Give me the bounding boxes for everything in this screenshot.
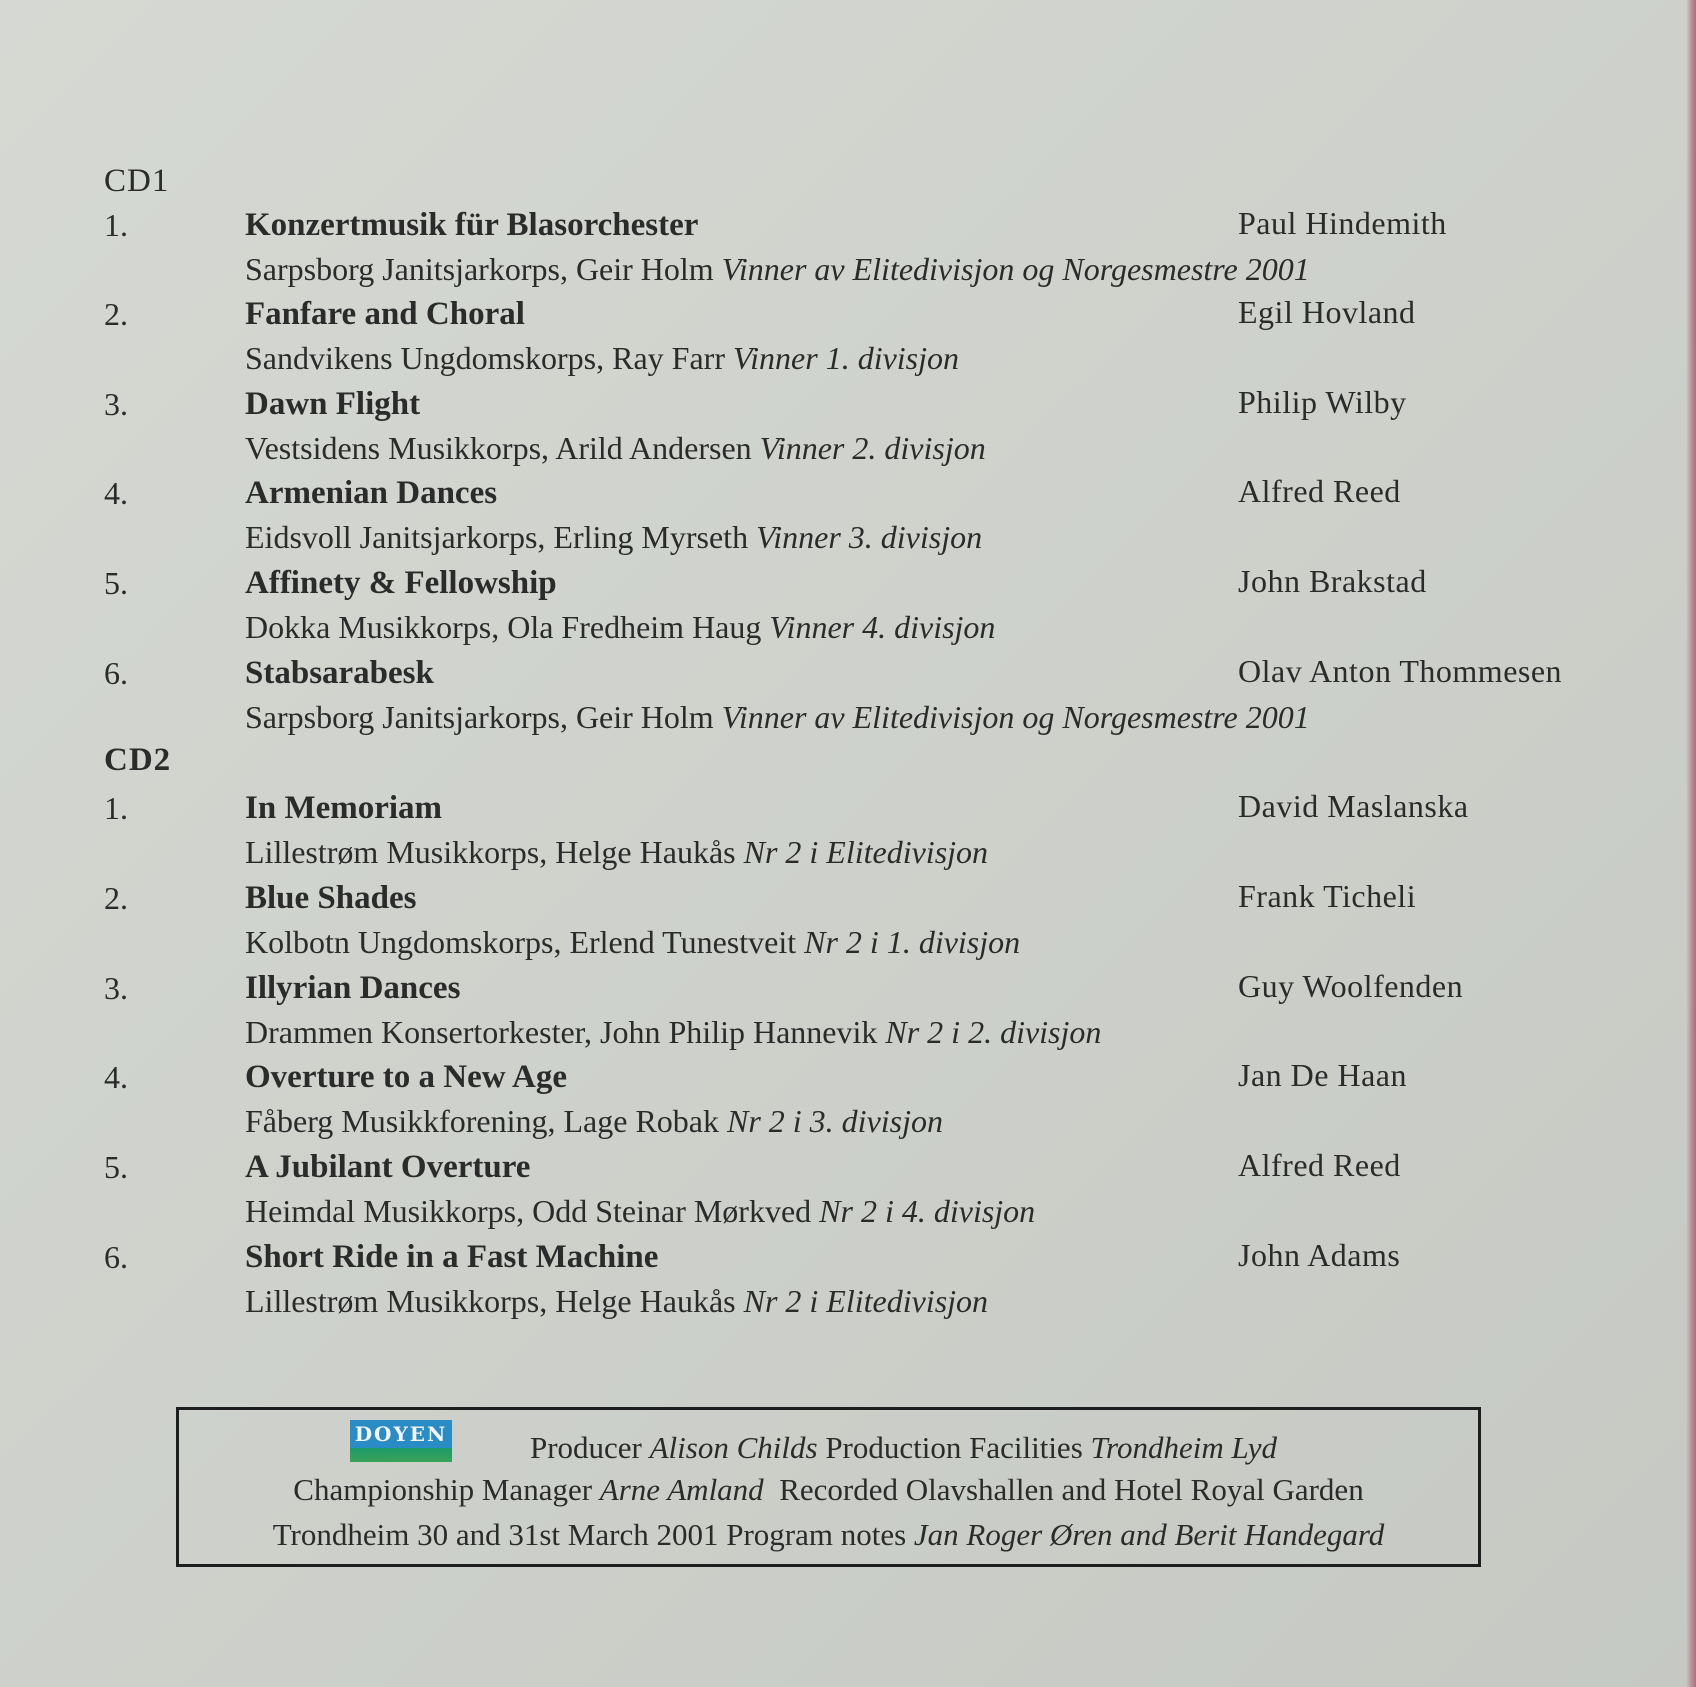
track-composer: John Brakstad [1238,563,1427,599]
recorded-venue: Recorded Olavshallen and Hotel Royal Garden [779,1472,1364,1507]
date-notes-label: Trondheim 30 and 31st March 2001 Program notes [272,1517,907,1552]
manager-label: Championship Manager [293,1472,593,1507]
track-number: 1. [104,207,128,243]
track-award: Nr 2 i 2. divisjon [885,1014,1102,1050]
track-performer: Vestsidens Musikkorps, Arild Andersen [245,430,752,466]
track-performer-line [245,251,1310,288]
track-composer: Philip Wilby [1238,384,1407,420]
track-title: Affinety & Fellowship [245,565,557,601]
producer-name: Alison Childs [649,1430,818,1465]
track-performer-line [245,834,988,871]
track-title: Blue Shades [245,880,417,916]
track-performer: Heimdal Musikkorps, Odd Steinar Mørkved [245,1193,812,1229]
track-award: Nr 2 i Elitedivisjon [743,834,989,870]
track-number: 5. [104,565,128,601]
track-award: Nr 2 i 1. divisjon [804,924,1021,960]
credits-line-notes [179,1517,1478,1553]
track-performer-line [245,1014,1101,1051]
track-award: Nr 2 i Elitedivisjon [743,1283,989,1319]
track-performer: Dokka Musikkorps, Ola Fredheim Haug [245,609,762,645]
track-title: Stabsarabesk [245,655,434,691]
track-performer: Sarpsborg Janitsjarkorps, Geir Holm [245,251,714,287]
track-number: 6. [104,655,128,691]
track-title: Konzertmusik für Blasorchester [245,207,699,243]
page-edge [1686,0,1696,1687]
track-title: Fanfare and Choral [245,296,525,332]
track-number: 2. [104,296,128,332]
track-performer-line [245,924,1020,961]
track-composer: Frank Ticheli [1238,878,1417,914]
track-number: 4. [104,475,128,511]
doyen-logo-text: DOYEN [350,1420,452,1448]
track-composer: Guy Woolfenden [1238,968,1464,1004]
track-number: 3. [104,386,128,422]
track-title: Short Ride in a Fast Machine [245,1239,659,1275]
facilities-label: Production Facilities [825,1430,1083,1465]
facilities-name: Trondheim Lyd [1090,1430,1278,1465]
track-title: A Jubilant Overture [245,1149,531,1185]
track-performer-line [245,699,1310,736]
track-number: 6. [104,1239,128,1275]
track-performer: Eidsvoll Janitsjarkorps, Erling Myrseth [245,519,749,555]
cd2-label: CD2 [104,742,172,778]
track-award: Vinner av Elitedivisjon og Norgesmestre 2001 [721,699,1310,735]
cd1-label: CD1 [104,163,170,199]
track-award: Vinner av Elitedivisjon og Norgesmestre 2001 [721,251,1310,287]
manager-name: Arne Amland [599,1472,764,1507]
track-award: Vinner 4. divisjon [769,609,996,645]
track-composer: Paul Hindemith [1238,205,1447,241]
credits-box [176,1407,1481,1567]
track-composer: Alfred Reed [1238,473,1401,509]
track-performer: Lillestrøm Musikkorps, Helge Haukås [245,1283,736,1319]
track-title: Overture to a New Age [245,1059,567,1095]
track-composer: Jan De Haan [1238,1057,1407,1093]
track-composer: Egil Hovland [1238,294,1416,330]
track-number: 3. [104,970,128,1006]
track-title: In Memoriam [245,790,443,826]
track-performer: Sandvikens Ungdomskorps, Ray Farr [245,340,725,376]
credits-line-manager [179,1472,1478,1508]
track-performer-line [245,1193,1035,1230]
notes-authors: Jan Roger Øren and Berit Handegard [913,1517,1385,1552]
track-title: Armenian Dances [245,475,498,511]
track-title: Dawn Flight [245,386,421,422]
track-award: Nr 2 i 3. divisjon [726,1103,943,1139]
credits-line-producer [179,1430,1478,1466]
track-performer-line [245,1283,988,1320]
track-performer-line [245,609,995,646]
track-number: 5. [104,1149,128,1185]
track-award: Nr 2 i 4. divisjon [819,1193,1036,1229]
track-composer: David Maslanska [1238,788,1469,824]
track-number: 1. [104,790,128,826]
track-composer: Olav Anton Thommesen [1238,653,1563,689]
track-award: Vinner 1. divisjon [732,340,960,376]
track-number: 4. [104,1059,128,1095]
track-performer: Sarpsborg Janitsjarkorps, Geir Holm [245,699,714,735]
track-award: Vinner 2. divisjon [759,430,986,466]
track-number: 2. [104,880,128,916]
track-composer: Alfred Reed [1238,1147,1401,1183]
track-performer-line [245,1103,943,1140]
track-performer: Drammen Konsertorkester, John Philip Hannevik [245,1014,878,1050]
track-performer: Lillestrøm Musikkorps, Helge Haukås [245,834,736,870]
track-performer-line [245,430,986,467]
producer-label: Producer [529,1430,642,1465]
track-composer: John Adams [1238,1237,1401,1273]
track-award: Vinner 3. divisjon [756,519,983,555]
track-title: Illyrian Dances [245,970,461,1006]
track-performer: Kolbotn Ungdomskorps, Erlend Tunestveit [245,924,797,960]
track-performer-line [245,519,982,556]
track-performer-line [245,340,959,377]
track-performer: Fåberg Musikkforening, Lage Robak [245,1103,719,1139]
